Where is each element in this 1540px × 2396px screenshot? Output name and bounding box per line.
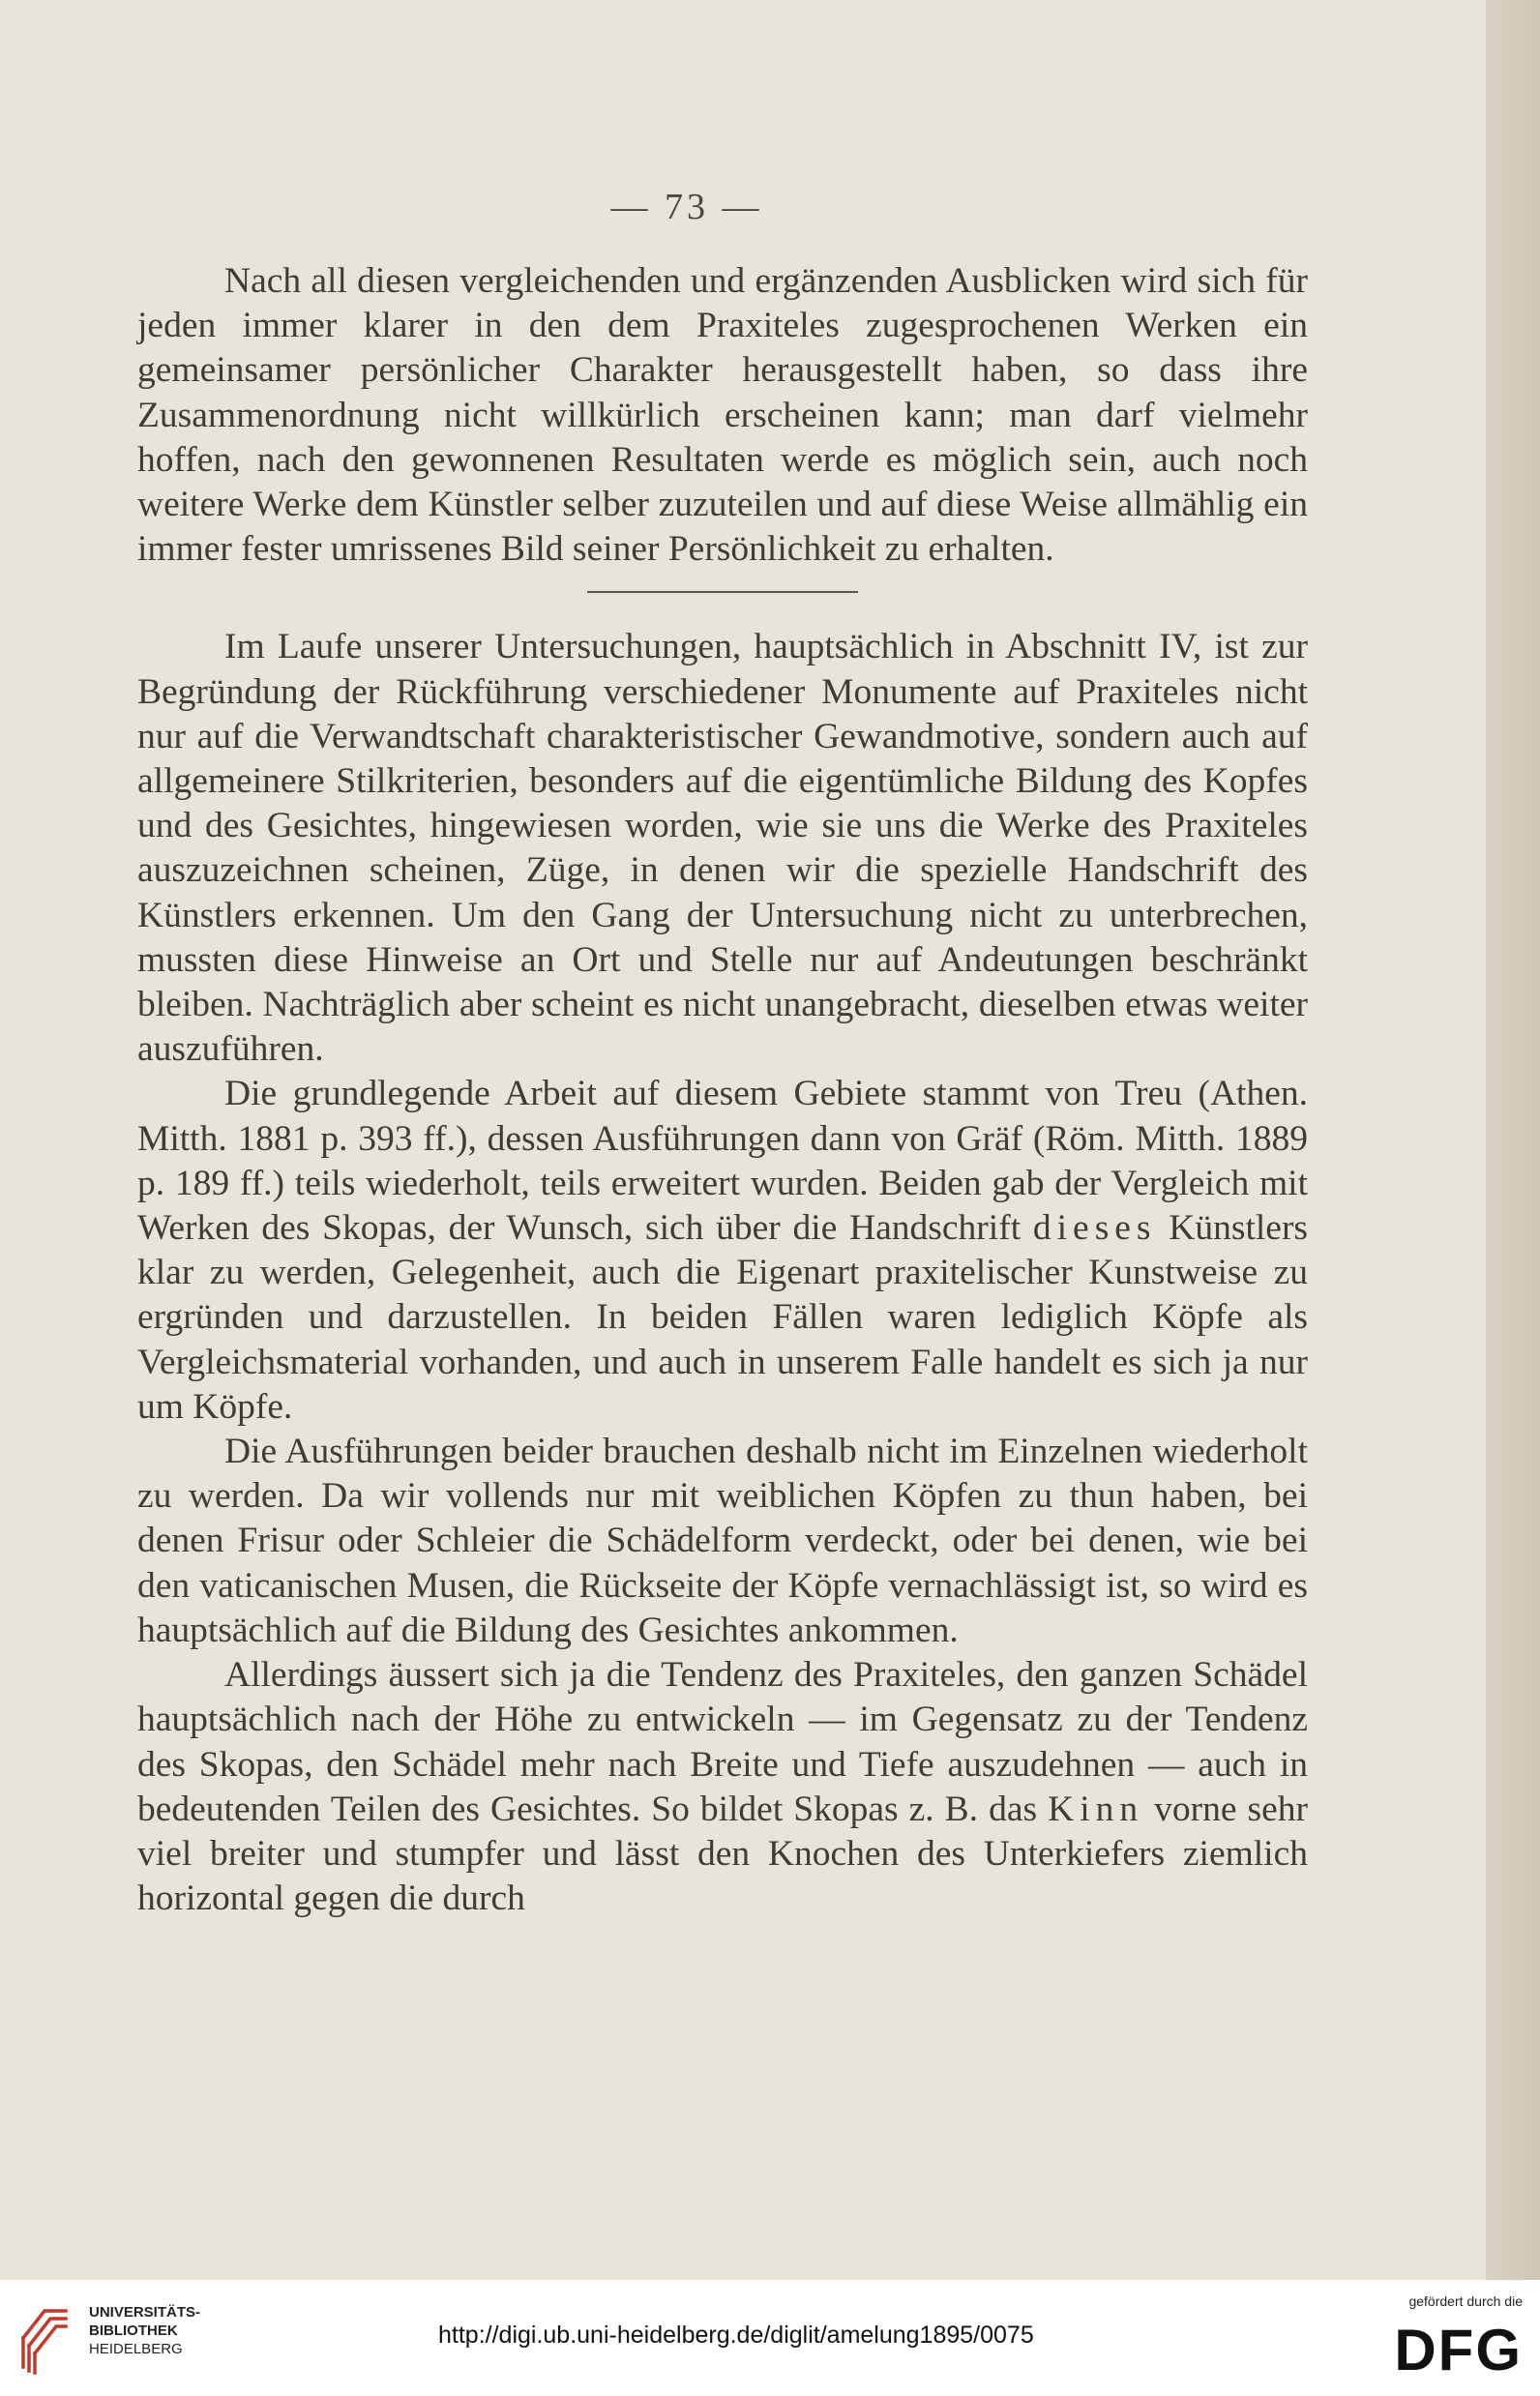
library-name-line-3: HEIDELBERG xyxy=(89,2341,183,2357)
page-edge-shadow xyxy=(1486,0,1540,2280)
paragraph-2: Im Laufe unserer Untersuchungen, hauptsächlich in Abschnitt IV, ist zur Begründung der Rückführung verschiedener Monumente auf Praxiteles nicht nur auf die Verwandtschaft charakteristischer Gewandmotive, sondern auch auf allgemeinere Stilkriterien, besonders auf die eigentümliche Bildung des Kopfes und des Gesichtes, hingewiesen worden, wie sie uns die Werke des Praxiteles auszuzeichnen scheinen, Züge, in denen wir die spezielle Handschrift des Künstlers erkennen. Um den Gang der Untersuchung nicht zu unterbrechen, mussten diese Hinweise an Ort und Stelle nur auf Andeutungen beschränkt bleiben. Nachträglich aber scheint es nicht unangebracht, dieselben etwas weiter auszuführen. xyxy=(137,627,1308,1070)
source-url-link[interactable]: http://digi.ub.uni-heidelberg.de/diglit/amelung1895/0075 xyxy=(438,2322,1034,2349)
footer-bar xyxy=(0,2280,1540,2396)
funded-by-label: gefördert durch die xyxy=(1408,2293,1523,2309)
paragraph-3 xyxy=(137,1072,1308,1430)
paragraph-5-text-b: vorne sehr viel breiter und stumpfer und lässt den Knochen des Unterkiefers ziemlich horizontal gegen die durch xyxy=(137,1789,1309,1919)
library-name xyxy=(89,2303,200,2358)
section-divider xyxy=(587,591,858,593)
paragraph-5-text-a: Allerdings äussert sich ja die Tendenz des Praxiteles, den ganzen Schädel hauptsächlich nach der Höhe zu entwickeln — im Gegensatz zu der Tendenz des Skopas, den Schädel mehr nach Breite und Tiefe auszudehnen — auch in bedeutenden Teilen des Gesichtes. So bildet Skopas z. B. das xyxy=(137,1655,1308,1829)
library-logo-icon xyxy=(17,2299,74,2375)
paragraph-3-text-a: Die grundlegende Arbeit auf diesem Gebiete stammt von Treu (Athen. Mitth. 1881 p. 393 ff.), dessen Ausführungen dann von Gräf (Röm. Mitth. 1889 p. 189 ff.) teils wiederholt, teils erweitert wurden. Beiden gab der Vergleich mit Werken des Skopas, der Wunsch, sich über die Handschrift xyxy=(137,1074,1308,1249)
library-name-line-1: UNIVERSITÄTS- xyxy=(89,2304,201,2321)
dfg-logo: DFG xyxy=(1394,2318,1523,2382)
paragraph-1: Nach all diesen vergleichenden und ergänzenden Ausblicken wird sich für jeden immer klarer in den dem Praxiteles zugesprochenen Werken ein gemeinsamer persönlicher Charakter herausgestellt haben, so dass ihre Zusammenordnung nicht willkürlich erscheinen kann; man darf vielmehr hoffen, nach den gewonnenen Resultaten werde es möglich sein, auch noch weitere Werke dem Künstler selber zuzuteilen und auf diese Weise allmählig ein immer fester umrissenes Bild seiner Persönlichkeit zu erhalten. xyxy=(137,261,1308,570)
page-number: — 73 — xyxy=(610,187,763,227)
paragraph-4: Die Ausführungen beider brauchen deshalb nicht im Einzelnen wiederholt zu werden. Da wir vollends nur mit weiblichen Köpfen zu thun haben, bei denen Frisur oder Schleier die Schädelform verdeckt, oder bei denen, wie bei den vaticanischen Musen, die Rückseite der Köpfe vernachlässigt ist, so wird es hauptsächlich auf die Bildung des Gesichtes ankommen. xyxy=(137,1432,1308,1650)
body-text xyxy=(137,259,1308,1921)
emphasized-word: Kinn xyxy=(1048,1789,1144,1829)
emphasized-word: dieses xyxy=(1032,1208,1157,1249)
library-name-line-2: BIBLIOTHEK xyxy=(89,2322,178,2339)
paragraph-5 xyxy=(137,1653,1308,1921)
paragraph-3-text-b: Künstlers klar zu werden, Gelegenheit, auch die Eigenart praxitelischer Kunstweise zu ergründen und darzustellen. In beiden Fällen waren lediglich Köpfe als Vergleichsmaterial vorhanden, und auch in unserem Falle handelt es sich ja nur um Köpfe. xyxy=(137,1208,1309,1427)
